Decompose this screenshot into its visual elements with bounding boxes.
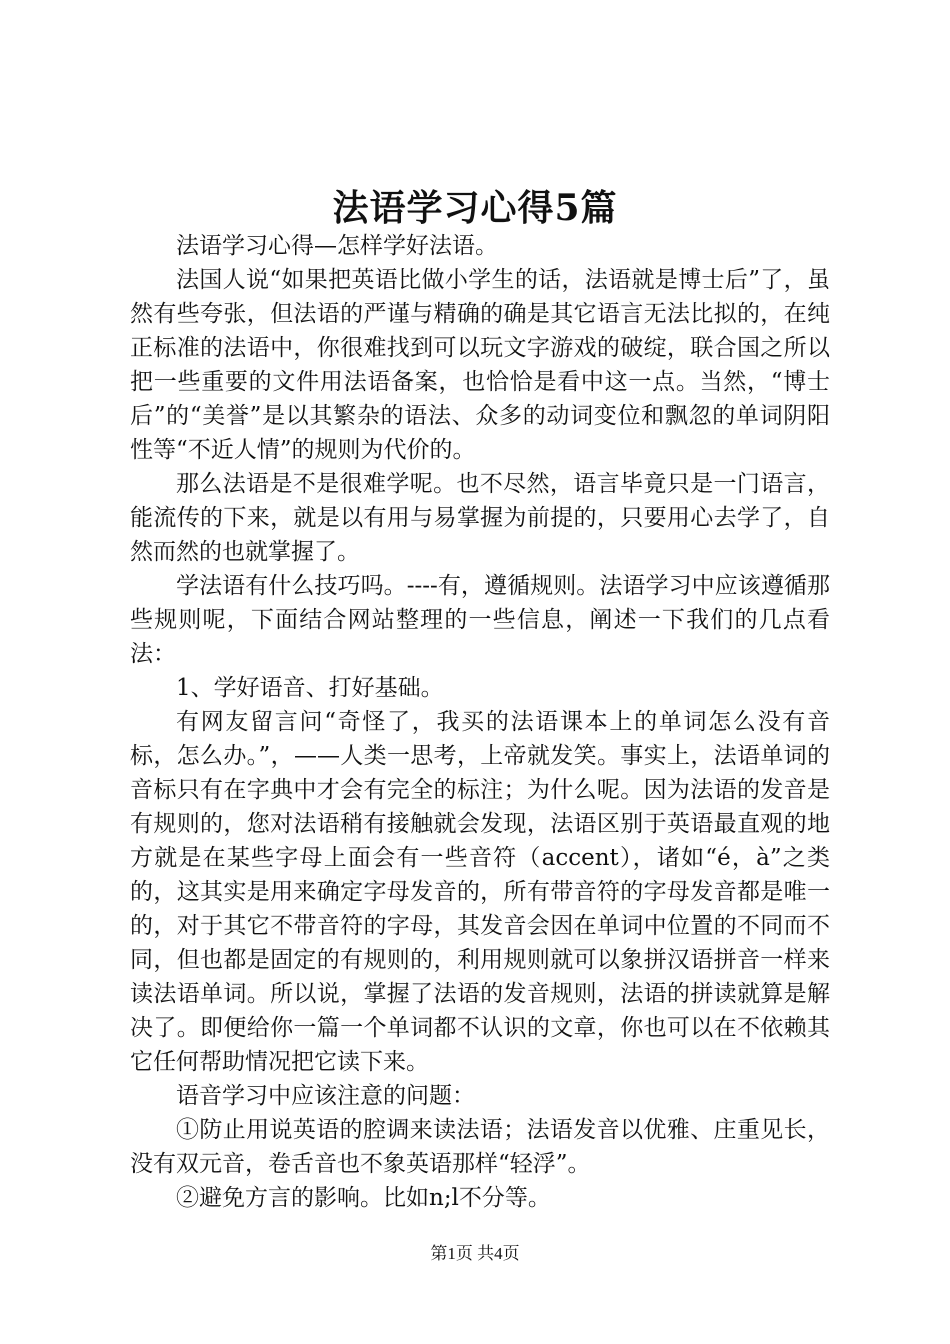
section-heading: 1、学好语音、打好基础。 (176, 675, 444, 701)
page-footer: 第1页 共4页 (430, 1244, 520, 1263)
list-item: ②避免方言的影响。比如n;l不分等。 (176, 1185, 551, 1211)
paragraph: 语音学习中应该注意的问题： (176, 1083, 475, 1109)
paragraph: 有网友留言问“奇怪了，我买的法语课本上的单词怎么没有音标，怎么办。”，——人类一思考，上帝就发笑。事实上，法语单词的音标只有在字典中才会有完全的标注；为什么呢。因为法语的发音是有规则的，您对法语稍有接触就会发现，法语区别于英语最直观的地方就是在某些字母上面会有一些音符（accent），诸如“é，à”之类的，这其实是用来确定字母发音的，所有带音符的字母发音都是唯一的，对于其它不带音符的字母，其发音会因在单词中位置的不同而不同，但也都是固定的有规则的，利用规则就可以象拼汉语拼音一样来读法语单词。所以说，掌握了法语的发音规则，法语的拼读就算是解决了。即便给你一篇一个单词都不认识的文章，你也可以在不依赖其它任何帮助情况把它读下来。 (130, 709, 830, 1075)
document-title: 法语学习心得5篇 (332, 187, 618, 229)
paragraph-intro: 法语学习心得—怎样学好法语。 (176, 233, 498, 259)
paragraph: 法国人说“如果把英语比做小学生的话，法语就是博士后”了，虽然有些夸张，但法语的严谨与精确的确是其它语言无法比拟的，在纯正标准的法语中，你很难找到可以玩文字游戏的破绽，联合国之所以把一些重要的文件用法语备案，也恰恰是看中这一点。当然，“博士后”的“美誉”是以其繁杂的语法、众多的动词变位和飘忽的单词阴阳性等“不近人情”的规则为代价的。 (130, 267, 830, 463)
document-body (130, 229, 830, 1215)
paragraph: 学法语有什么技巧吗。----有，遵循规则。法语学习中应该遵循那些规则呢，下面结合网站整理的一些信息，阐述一下我们的几点看法： (130, 573, 830, 667)
paragraph: 那么法语是不是很难学呢。也不尽然，语言毕竟只是一门语言，能流传的下来，就是以有用与易掌握为前提的，只要用心去学了，自然而然的也就掌握了。 (130, 471, 830, 565)
list-item: ①防止用说英语的腔调来读法语；法语发音以优雅、庄重见长，没有双元音，卷舌音也不象英语那样“轻浮”。 (130, 1117, 830, 1177)
